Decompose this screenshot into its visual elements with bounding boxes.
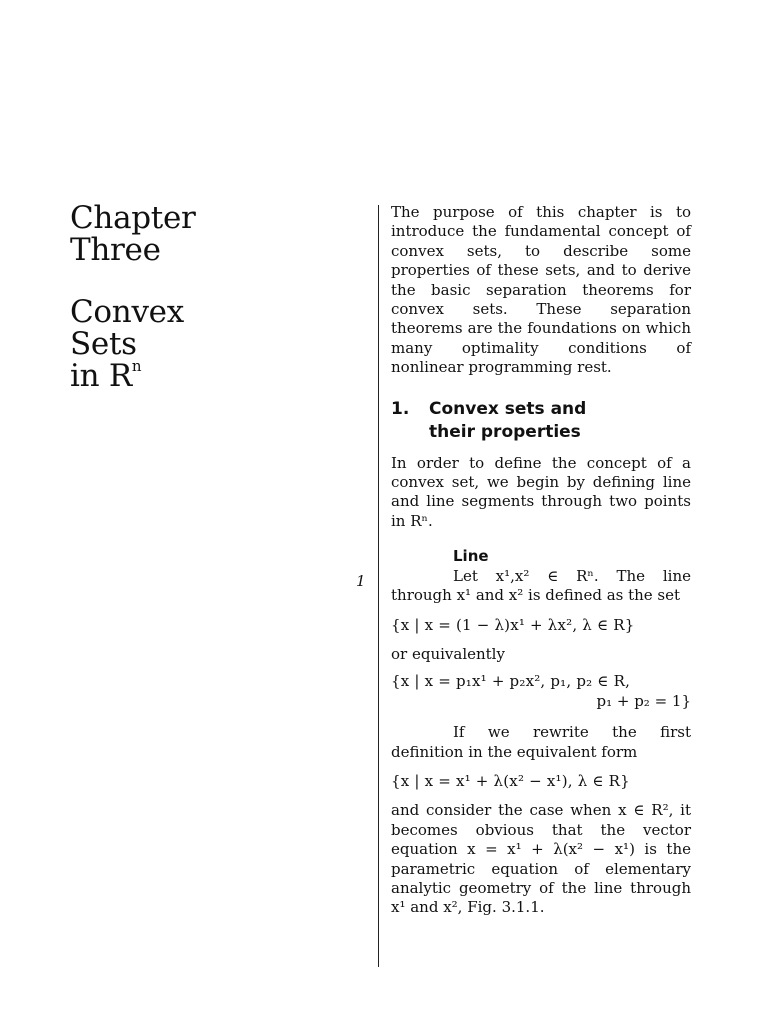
chapter-label: Chapter: [70, 200, 196, 236]
rewrite-paragraph: If we rewrite the first definition in the equivalent form: [391, 723, 691, 761]
equation-equivalent-part2: p₁ + p₂ = 1}: [596, 691, 691, 710]
chapter-title: [70, 202, 320, 392]
text-column: [391, 203, 691, 918]
equation-line: {x | x = (1 − λ)x¹ + λx², λ ∈ R}: [391, 615, 635, 634]
column-divider: [378, 205, 379, 967]
intro-paragraph: The purpose of this chapter is to introduce the fundamental concept of convex sets, to describe some properties of these sets, and to derive the basic separation theorems for convex sets. These separation theorems are the foundations on which many optimality conditions of nonlinear programming rest.: [391, 203, 691, 377]
chapter-name-line3: [70, 357, 320, 394]
equation-equivalent-part1: {x | x = p₁x¹ + p₂x², p₁, p₂ ∈ R,: [391, 672, 631, 691]
section-title-line1: Convex sets and: [429, 398, 587, 419]
section-title-line2: their properties: [429, 421, 581, 442]
section-number: 1.: [391, 398, 410, 419]
definition-term: Line: [453, 547, 489, 566]
section-heading: [391, 398, 691, 444]
chapter-name-line3-text: in R: [70, 358, 132, 394]
definition-text: Let x¹,x² ∈ Rⁿ. The line through x¹ and x² is defined as the set: [391, 566, 691, 605]
chapter-name-line2: Sets: [70, 326, 137, 362]
chapter-number: Three: [70, 232, 161, 268]
definition-number: 1: [356, 572, 366, 590]
chapter-name-superscript: n: [131, 357, 142, 375]
conclusion-paragraph: and consider the case when x ∈ R², it becomes obvious that the vector equation x = x¹ + λ(x² − x¹) is the parametric equation of elementary analytic geometry of the line through x¹ and x², Fig. 3.1.1.: [391, 801, 691, 917]
equation-parametric-set: {x | x = x¹ + λ(x² − x¹), λ ∈ R}: [391, 771, 630, 790]
or-equivalently-text: or equivalently: [391, 644, 505, 663]
section-lead-paragraph: In order to define the concept of a convex set, we begin by defining line and line segments through two points in Rⁿ.: [391, 453, 691, 530]
chapter-name-line1: Convex: [70, 294, 184, 330]
